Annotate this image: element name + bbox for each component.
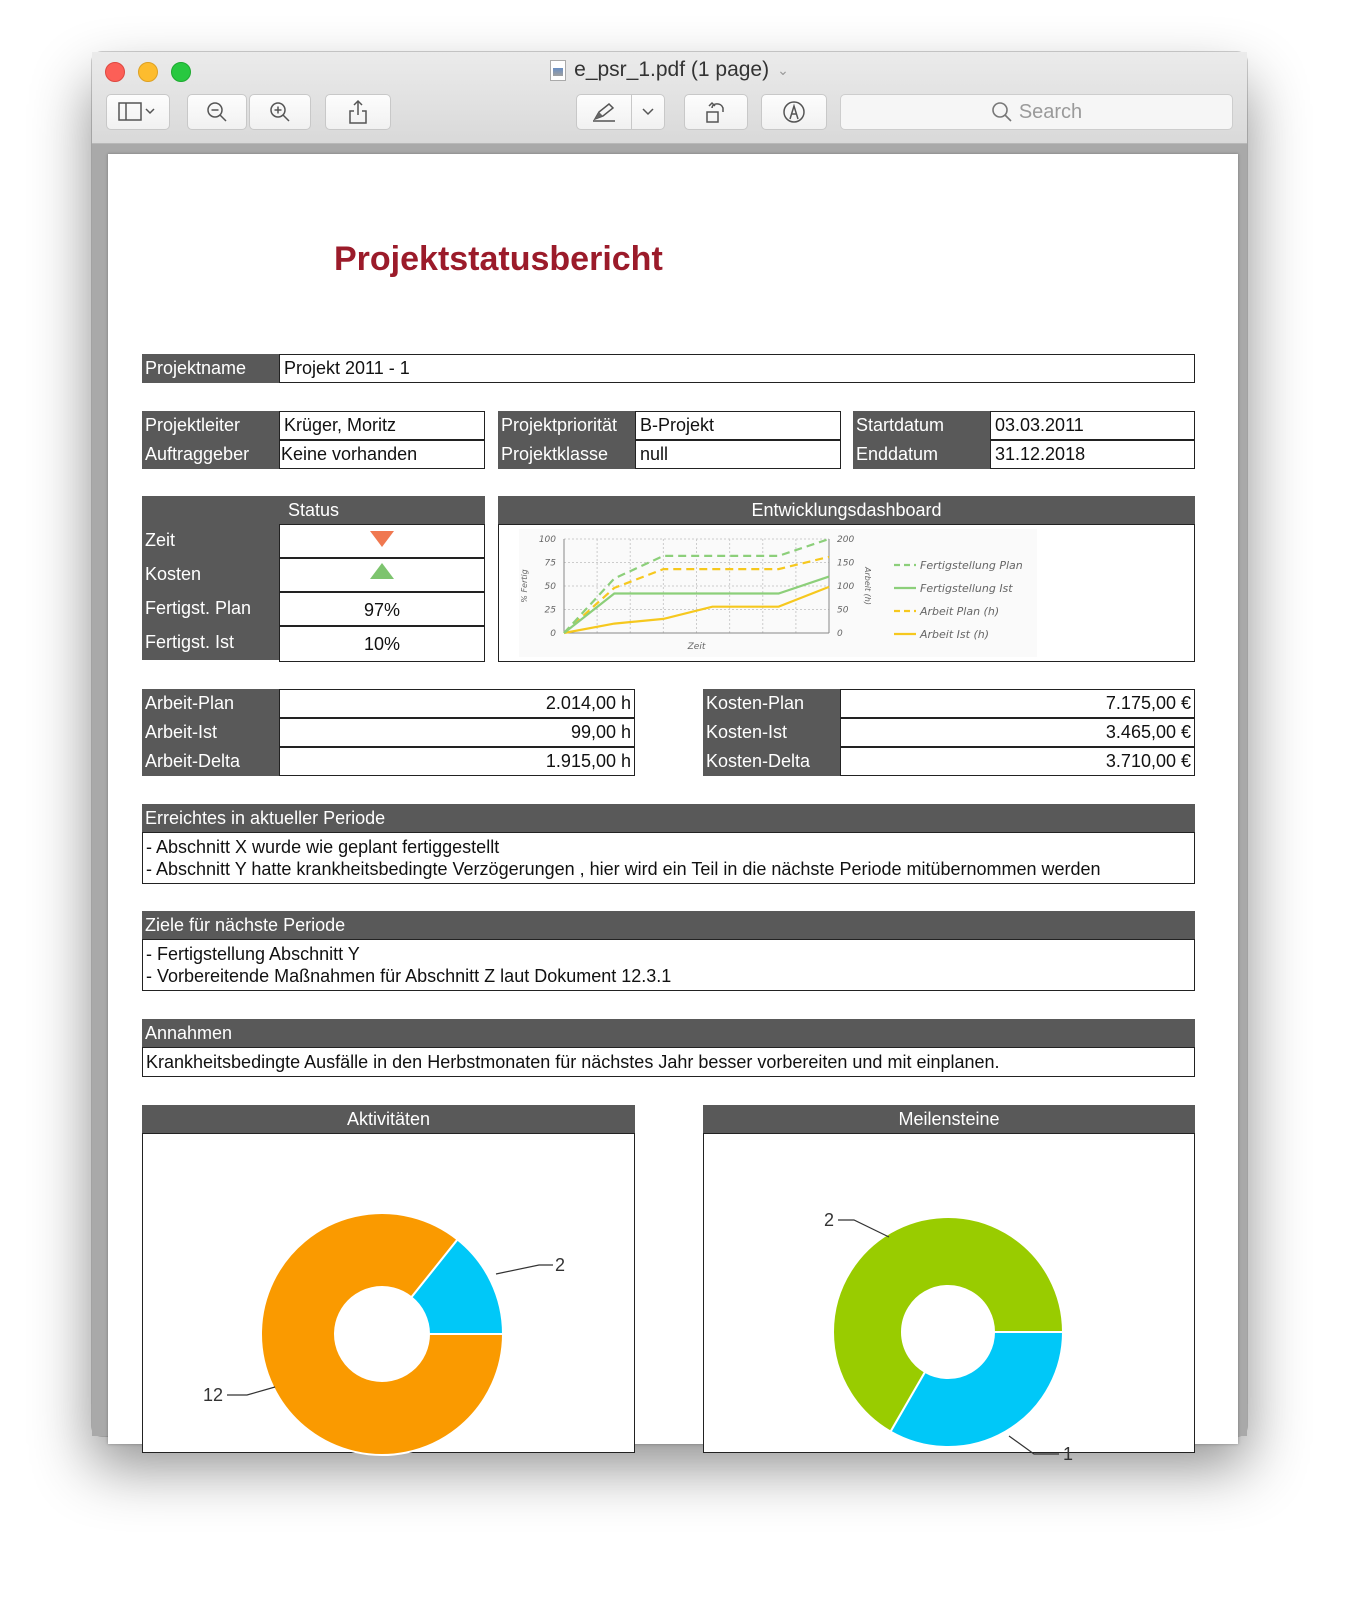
label-arbeit-plan: Arbeit-Plan xyxy=(142,689,279,718)
annahmen-box xyxy=(142,1047,1195,1077)
erreichtes-line: - Abschnitt Y hatte krankheitsbedingte Verzögerungen , hier wird ein Teil in die nächste Periode mitübernommen werden xyxy=(146,859,1101,879)
label-projektklasse: Projektklasse xyxy=(498,440,635,469)
status-up-triangle-icon xyxy=(370,563,394,579)
label-projektprioritaet: Projektpriorität xyxy=(498,411,635,440)
share-icon xyxy=(347,99,369,125)
title-bar xyxy=(92,52,1247,144)
leader-line xyxy=(1009,1436,1059,1454)
legend-label: Arbeit Ist (h) xyxy=(920,628,990,641)
value-auftraggeber: Keine vorhanden xyxy=(279,440,485,469)
value-kosten-ist: 3.465,00 € xyxy=(840,718,1195,747)
status-zeit-cell xyxy=(279,524,485,558)
label-kosten: Kosten xyxy=(142,558,279,592)
rotate-icon xyxy=(703,99,729,125)
aktivitaeten-box xyxy=(142,1133,635,1453)
label-kosten-delta: Kosten-Delta xyxy=(703,747,840,776)
leader-line xyxy=(227,1387,275,1395)
legend-label: Arbeit Plan (h) xyxy=(920,605,1000,618)
legend-label: Fertigstellung Plan xyxy=(920,559,1023,572)
annahmen-header: Annahmen xyxy=(142,1019,1195,1047)
zoom-out-button[interactable] xyxy=(187,94,247,130)
value-arbeit-plan: 2.014,00 h xyxy=(279,689,635,718)
document-viewport[interactable] xyxy=(92,144,1247,1464)
chevron-down-icon xyxy=(641,107,655,117)
search-icon xyxy=(991,101,1013,123)
y-tick-label: 50 xyxy=(544,582,556,592)
value-projektprioritaet: B-Projekt xyxy=(635,411,841,440)
label-projektname: Projektname xyxy=(142,354,279,383)
value-fertigst-plan: 97% xyxy=(279,592,485,626)
value-projektklasse: null xyxy=(635,440,841,469)
value-projektname: Projekt 2011 - 1 xyxy=(279,354,1195,383)
status-kosten-cell xyxy=(279,558,485,592)
erreichtes-line: - Abschnitt X wurde wie geplant fertiggestellt xyxy=(146,837,500,857)
label-fertigst-plan: Fertigst. Plan xyxy=(142,592,279,626)
ziele-box xyxy=(142,939,1195,991)
label-startdatum: Startdatum xyxy=(853,411,990,440)
label-auftraggeber: Auftraggeber xyxy=(142,440,279,469)
document-title: Projektstatusbericht xyxy=(334,240,663,278)
annotate-button[interactable] xyxy=(761,94,827,130)
rotate-button[interactable] xyxy=(684,94,748,130)
y-axis-label: % Fertig xyxy=(520,569,529,603)
label-projektleiter: Projektleiter xyxy=(142,411,279,440)
sidebar-toggle-button[interactable] xyxy=(106,94,170,130)
ziele-header: Ziele für nächste Periode xyxy=(142,911,1195,939)
leader-line xyxy=(496,1265,553,1274)
search-field[interactable] xyxy=(840,94,1233,130)
zoom-out-icon xyxy=(205,100,229,124)
erreichtes-header: Erreichtes in aktueller Periode xyxy=(142,804,1195,832)
value-arbeit-ist: 99,00 h xyxy=(279,718,635,747)
y-tick-label: 0 xyxy=(550,629,556,639)
markup-pen-icon xyxy=(591,101,617,123)
y2-tick-label: 50 xyxy=(837,605,849,616)
label-kosten-ist: Kosten-Ist xyxy=(703,718,840,747)
meilensteine-donut-chart xyxy=(704,1134,1194,1464)
window-title[interactable] xyxy=(92,58,1247,82)
pdf-file-icon xyxy=(550,60,566,81)
ziele-line: - Fertigstellung Abschnitt Y xyxy=(146,944,360,964)
erreichtes-box xyxy=(142,832,1195,884)
value-kosten-plan: 7.175,00 € xyxy=(840,689,1195,718)
sidebar-icon xyxy=(118,101,158,123)
status-down-triangle-icon xyxy=(370,531,394,547)
slice-value-label: 12 xyxy=(202,1385,223,1405)
label-zeit: Zeit xyxy=(142,524,279,558)
chevron-down-icon[interactable]: ⌄ xyxy=(777,61,789,78)
donut-slice-1 xyxy=(891,1332,1064,1447)
meilensteine-box xyxy=(703,1133,1195,1464)
markup-button[interactable] xyxy=(576,94,632,130)
value-kosten-delta: 3.710,00 € xyxy=(840,747,1195,776)
annotate-icon xyxy=(781,99,807,125)
y2-tick-label: 0 xyxy=(837,629,843,639)
zoom-in-button[interactable] xyxy=(249,94,311,130)
meilensteine-header: Meilensteine xyxy=(703,1105,1195,1133)
x-axis-label: Zeit xyxy=(687,642,706,652)
search-placeholder: Search xyxy=(1018,100,1083,123)
y-tick-label: 25 xyxy=(544,605,556,616)
status-header: Status xyxy=(142,496,485,524)
value-enddatum: 31.12.2018 xyxy=(990,440,1195,469)
slice-value-label: 2 xyxy=(823,1210,834,1230)
y-tick-label: 75 xyxy=(544,558,556,569)
development-line-chart xyxy=(499,525,1039,660)
y2-tick-label: 150 xyxy=(837,558,855,569)
label-arbeit-ist: Arbeit-Ist xyxy=(142,718,279,747)
leader-line xyxy=(838,1220,889,1237)
pdf-page xyxy=(108,154,1238,1464)
slice-value-label: 1 xyxy=(1063,1444,1074,1464)
label-kosten-plan: Kosten-Plan xyxy=(703,689,840,718)
share-button[interactable] xyxy=(325,94,391,130)
value-fertigst-ist: 10% xyxy=(279,626,485,662)
legend-label: Fertigstellung Ist xyxy=(920,582,1013,595)
y-tick-label: 100 xyxy=(538,535,556,545)
y2-tick-label: 200 xyxy=(837,535,855,545)
dashboard-box xyxy=(498,524,1195,662)
y2-axis-label: Arbeit (h) xyxy=(863,567,872,605)
aktivitaeten-donut-chart xyxy=(143,1134,633,1454)
y2-tick-label: 100 xyxy=(837,582,855,592)
zoom-in-icon xyxy=(268,100,292,124)
dashboard-header: Entwicklungsdashboard xyxy=(498,496,1195,524)
markup-menu-button[interactable] xyxy=(631,94,665,130)
aktivitaeten-header: Aktivitäten xyxy=(142,1105,635,1133)
value-arbeit-delta: 1.915,00 h xyxy=(279,747,635,776)
label-arbeit-delta: Arbeit-Delta xyxy=(142,747,279,776)
value-projektleiter: Krüger, Moritz xyxy=(279,411,485,440)
ziele-line: - Vorbereitende Maßnahmen für Abschnitt Z laut Dokument 12.3.1 xyxy=(146,966,672,986)
slice-value-label: 2 xyxy=(555,1255,566,1275)
label-fertigst-ist: Fertigst. Ist xyxy=(142,626,279,660)
value-startdatum: 03.03.2011 xyxy=(990,411,1195,440)
preview-window xyxy=(92,52,1247,1464)
label-enddatum: Enddatum xyxy=(853,440,990,469)
window-title-text: e_psr_1.pdf (1 page) xyxy=(574,58,770,81)
annahmen-text: Krankheitsbedingte Ausfälle in den Herbstmonaten für nächstes Jahr besser vorbereiten und mit einplanen. xyxy=(146,1052,1000,1072)
